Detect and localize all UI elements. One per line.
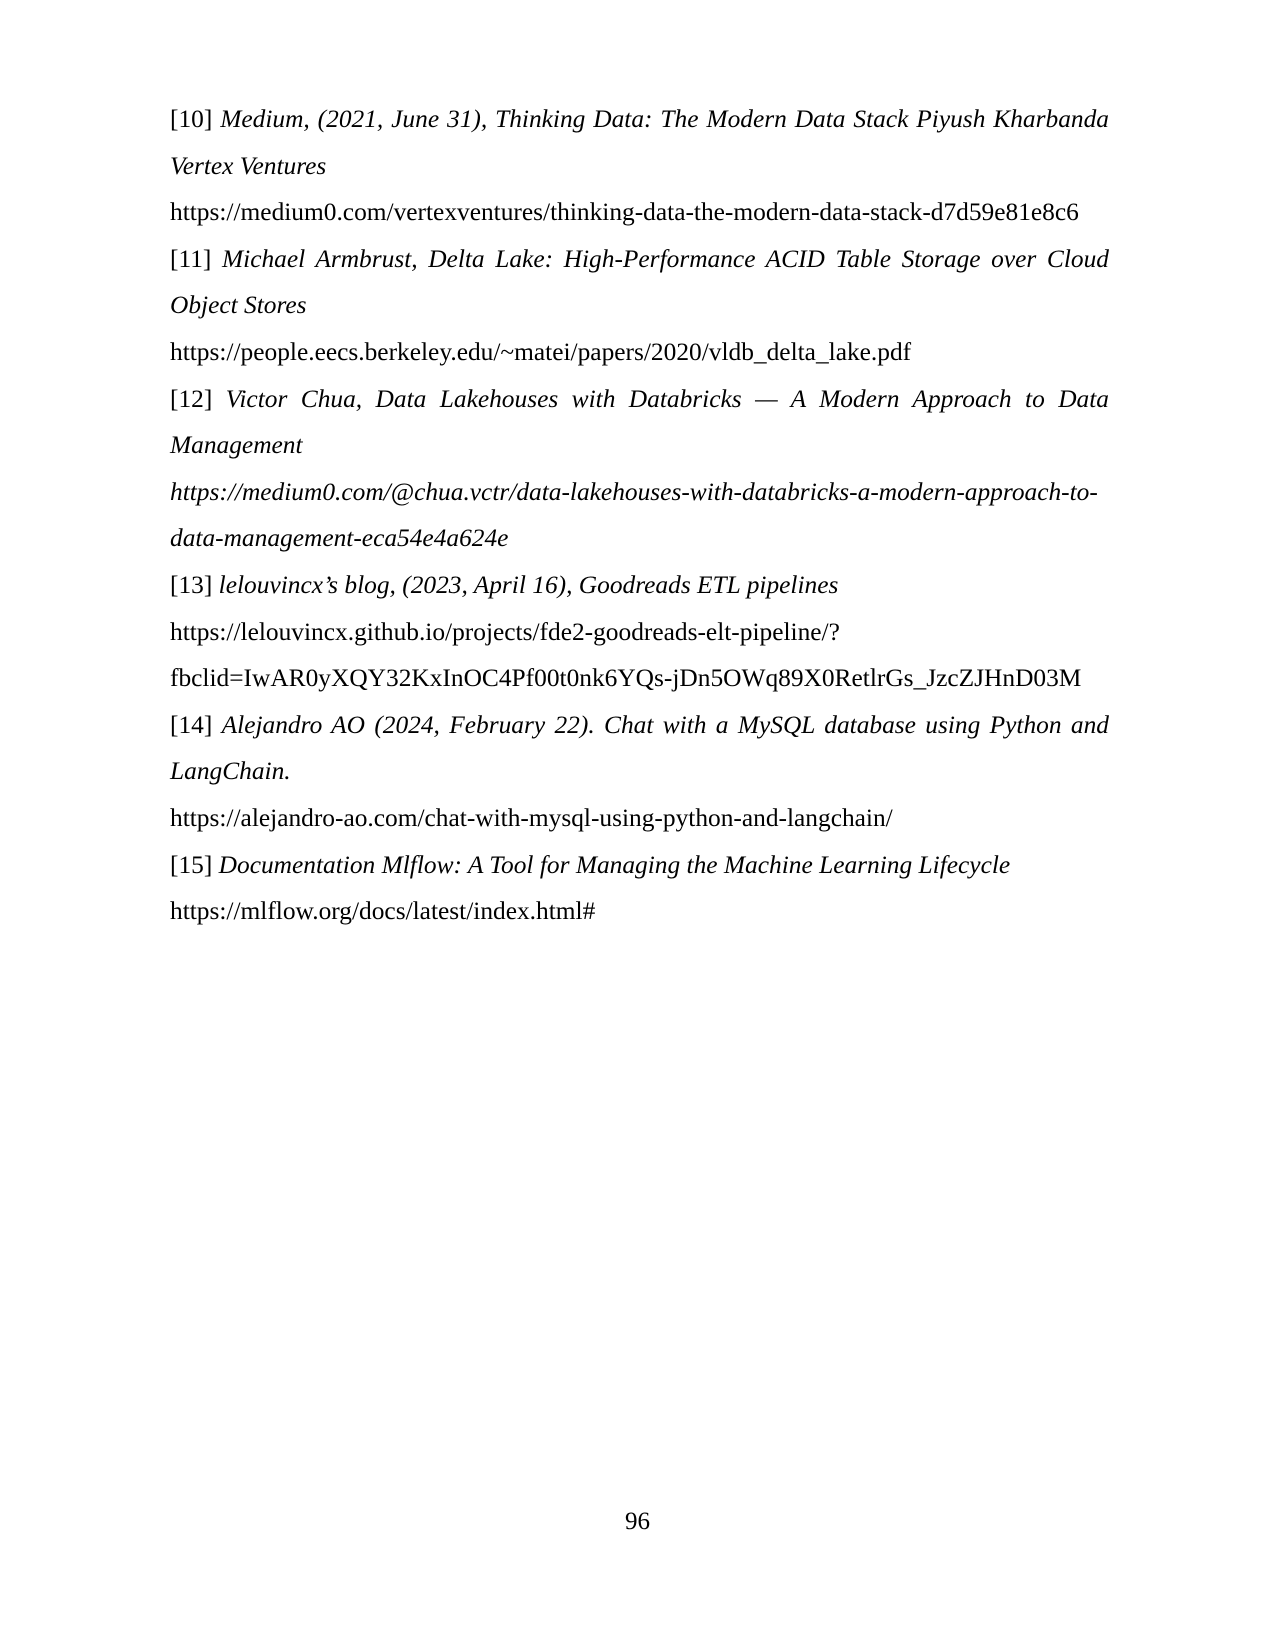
reference-url-link[interactable]: https://medium0.com/vertexventures/thinking-data-the-modern-data-stack-d7d59e81e8c6: [170, 198, 1079, 227]
reference-title: Documentation Mlflow: A Tool for Managing the Machine Learning Lifecycle: [218, 850, 1011, 879]
reference-url-link[interactable]: https://lelouvincx.github.io/projects/fde2-goodreads-elt-pipeline/?fbclid=IwAR0yXQY32KxInOC4Pf00t0nk6YQs-jDn5OWq89X0RetlrGs_JzcZJHnD03M: [170, 617, 1082, 693]
reference-entry: [170, 376, 1109, 562]
reference-entry: [170, 96, 1109, 236]
reference-url-link[interactable]: https://medium0.com/@chua.vctr/data-lakehouses-with-databricks-a-modern-approach-to-data-management-eca54e4a624e: [170, 477, 1098, 553]
reference-number: [15]: [170, 850, 213, 879]
reference-citation: [170, 562, 1109, 609]
reference-citation: [170, 702, 1109, 795]
reference-number: [14]: [170, 710, 213, 739]
reference-title: Alejandro AO (2024, February 22). Chat with a MySQL database using Python and LangChain.: [170, 710, 1109, 786]
reference-entry: [170, 702, 1109, 842]
reference-entry: [170, 562, 1109, 702]
reference-entry: [170, 842, 1109, 935]
reference-entry: [170, 236, 1109, 376]
reference-url-link[interactable]: https://people.eecs.berkeley.edu/~matei/papers/2020/vldb_delta_lake.pdf: [170, 337, 912, 366]
references-section: [170, 96, 1109, 935]
reference-title: Michael Armbrust, Delta Lake: High-Performance ACID Table Storage over Cloud Object Stores: [170, 244, 1109, 320]
page-number: 96: [625, 1508, 650, 1535]
reference-number: [10]: [170, 105, 213, 133]
reference-url-link[interactable]: https://alejandro-ao.com/chat-with-mysql-using-python-and-langchain/: [170, 803, 893, 832]
reference-citation: [170, 376, 1109, 469]
reference-citation: [170, 236, 1109, 329]
reference-title: Medium, (2021, June 31), Thinking Data: The Modern Data Stack Piyush Kharbanda Vertex Ventures: [170, 105, 1109, 180]
reference-number: [12]: [170, 384, 213, 413]
reference-citation: [170, 96, 1109, 189]
reference-title: lelouvincx’s blog, (2023, April 16), Goodreads ETL pipelines: [218, 570, 839, 599]
reference-title: Victor Chua, Data Lakehouses with Databricks — A Modern Approach to Data Management: [170, 384, 1110, 460]
reference-number: [11]: [170, 244, 212, 273]
reference-number: [13]: [170, 570, 213, 599]
reference-citation: [170, 842, 1109, 889]
reference-url-link[interactable]: https://mlflow.org/docs/latest/index.html#: [170, 897, 596, 926]
